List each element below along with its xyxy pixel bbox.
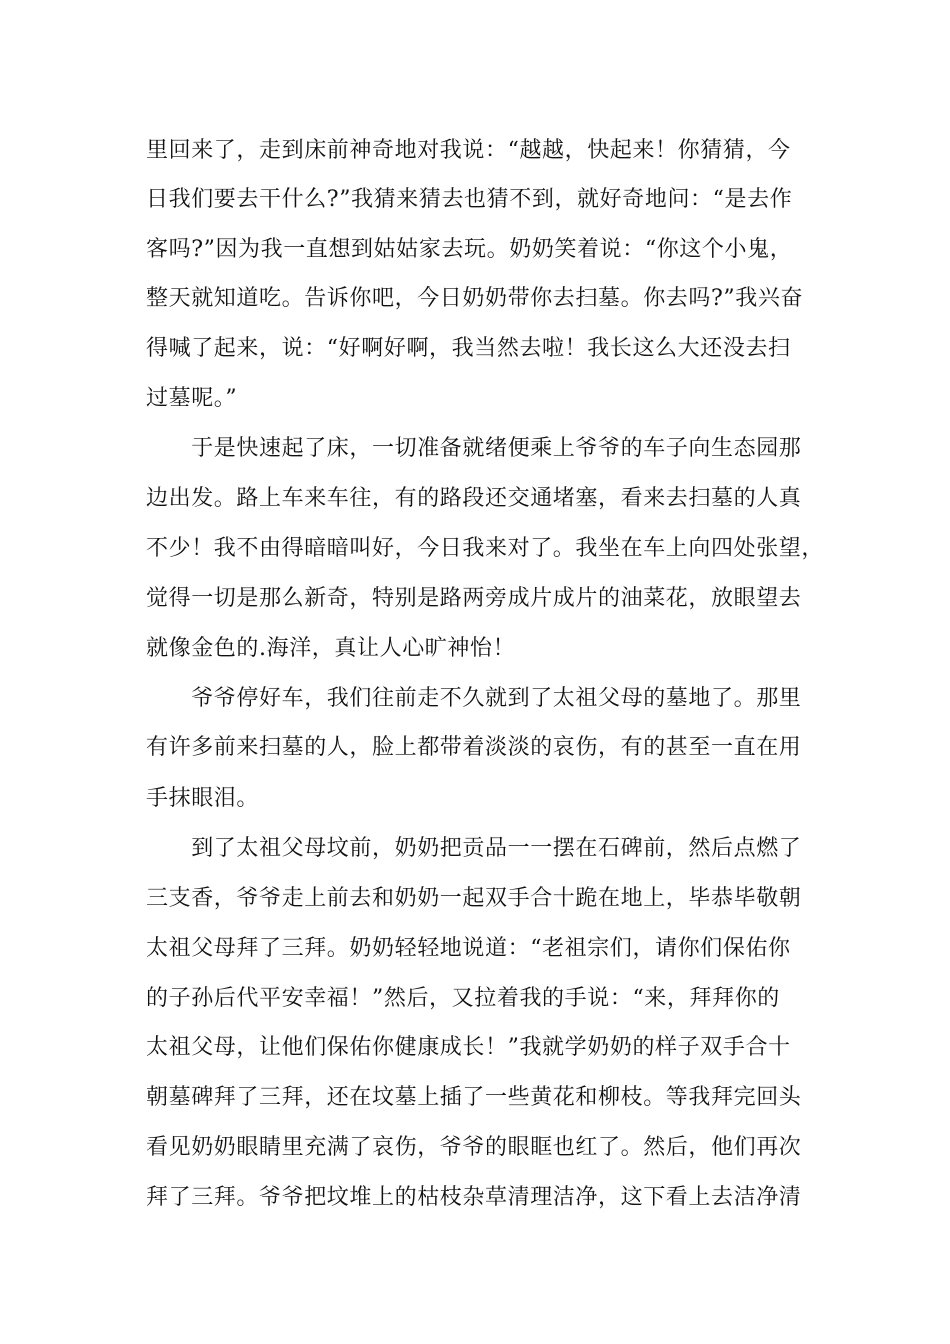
text-line: 到了太祖父母坟前，奶奶把贡品一一摆在石碑前，然后点燃了 bbox=[146, 836, 802, 861]
text-line: 太祖父母拜了三拜。奶奶轻轻地说道：“老祖宗们，请你们保佑你 bbox=[146, 936, 791, 961]
text-line: 手抹眼泪。 bbox=[146, 786, 260, 811]
text-line: 于是快速起了床，一切准备就绪便乘上爷爷的车子向生态园那 bbox=[146, 436, 802, 461]
text-line: 边出发。路上车来车往，有的路段还交通堵塞，看来去扫墓的人真 bbox=[146, 486, 802, 511]
text-line: 就像金色的.海洋，真让人心旷神怡！ bbox=[146, 636, 516, 661]
text-line: 太祖父母，让他们保佑你健康成长！”我就学奶奶的样子双手合十 bbox=[146, 1035, 791, 1060]
text-line: 客吗?”因为我一直想到姑姑家去玩。奶奶笑着说：“你这个小鬼， bbox=[146, 237, 793, 262]
text-line: 过墓呢。” bbox=[146, 386, 238, 411]
text-line: 日我们要去干什么?”我猜来猜去也猜不到，就好奇地问：“是去作 bbox=[146, 187, 793, 212]
text-line: 觉得一切是那么新奇，特别是路两旁成片成片的油菜花，放眼望去 bbox=[146, 586, 802, 611]
text-line: 有许多前来扫墓的人，脸上都带着淡淡的哀伤，有的甚至一直在用 bbox=[146, 735, 802, 760]
text-line: 三支香，爷爷走上前去和奶奶一起双手合十跪在地上，毕恭毕敬朝 bbox=[146, 886, 802, 911]
text-line: 的子孙后代平安幸福！”然后，又拉着我的手说：“来，拜拜你的 bbox=[146, 986, 780, 1011]
text-line: 爷爷停好车，我们往前走不久就到了太祖父母的墓地了。那里 bbox=[146, 686, 802, 711]
text-line: 朝墓碑拜了三拜，还在坟墓上插了一些黄花和柳枝。等我拜完回头 bbox=[146, 1085, 802, 1110]
text-line: 拜了三拜。爷爷把坟堆上的枯枝杂草清理洁净，这下看上去洁净清 bbox=[146, 1185, 802, 1210]
text-line: 得喊了起来，说：“好啊好啊，我当然去啦！我长这么大还没去扫 bbox=[146, 336, 791, 361]
text-line: 里回来了，走到床前神奇地对我说：“越越，快起来！你猜猜，今 bbox=[146, 138, 791, 163]
text-line: 不少！我不由得暗暗叫好，今日我来对了。我坐在车上向四处张望， bbox=[146, 536, 825, 561]
text-line: 看见奶奶眼睛里充满了哀伤，爷爷的眼眶也红了。然后，他们再次 bbox=[146, 1135, 802, 1160]
text-line: 整天就知道吃。告诉你吧，今日奶奶带你去扫墓。你去吗?”我兴奋 bbox=[146, 286, 804, 311]
